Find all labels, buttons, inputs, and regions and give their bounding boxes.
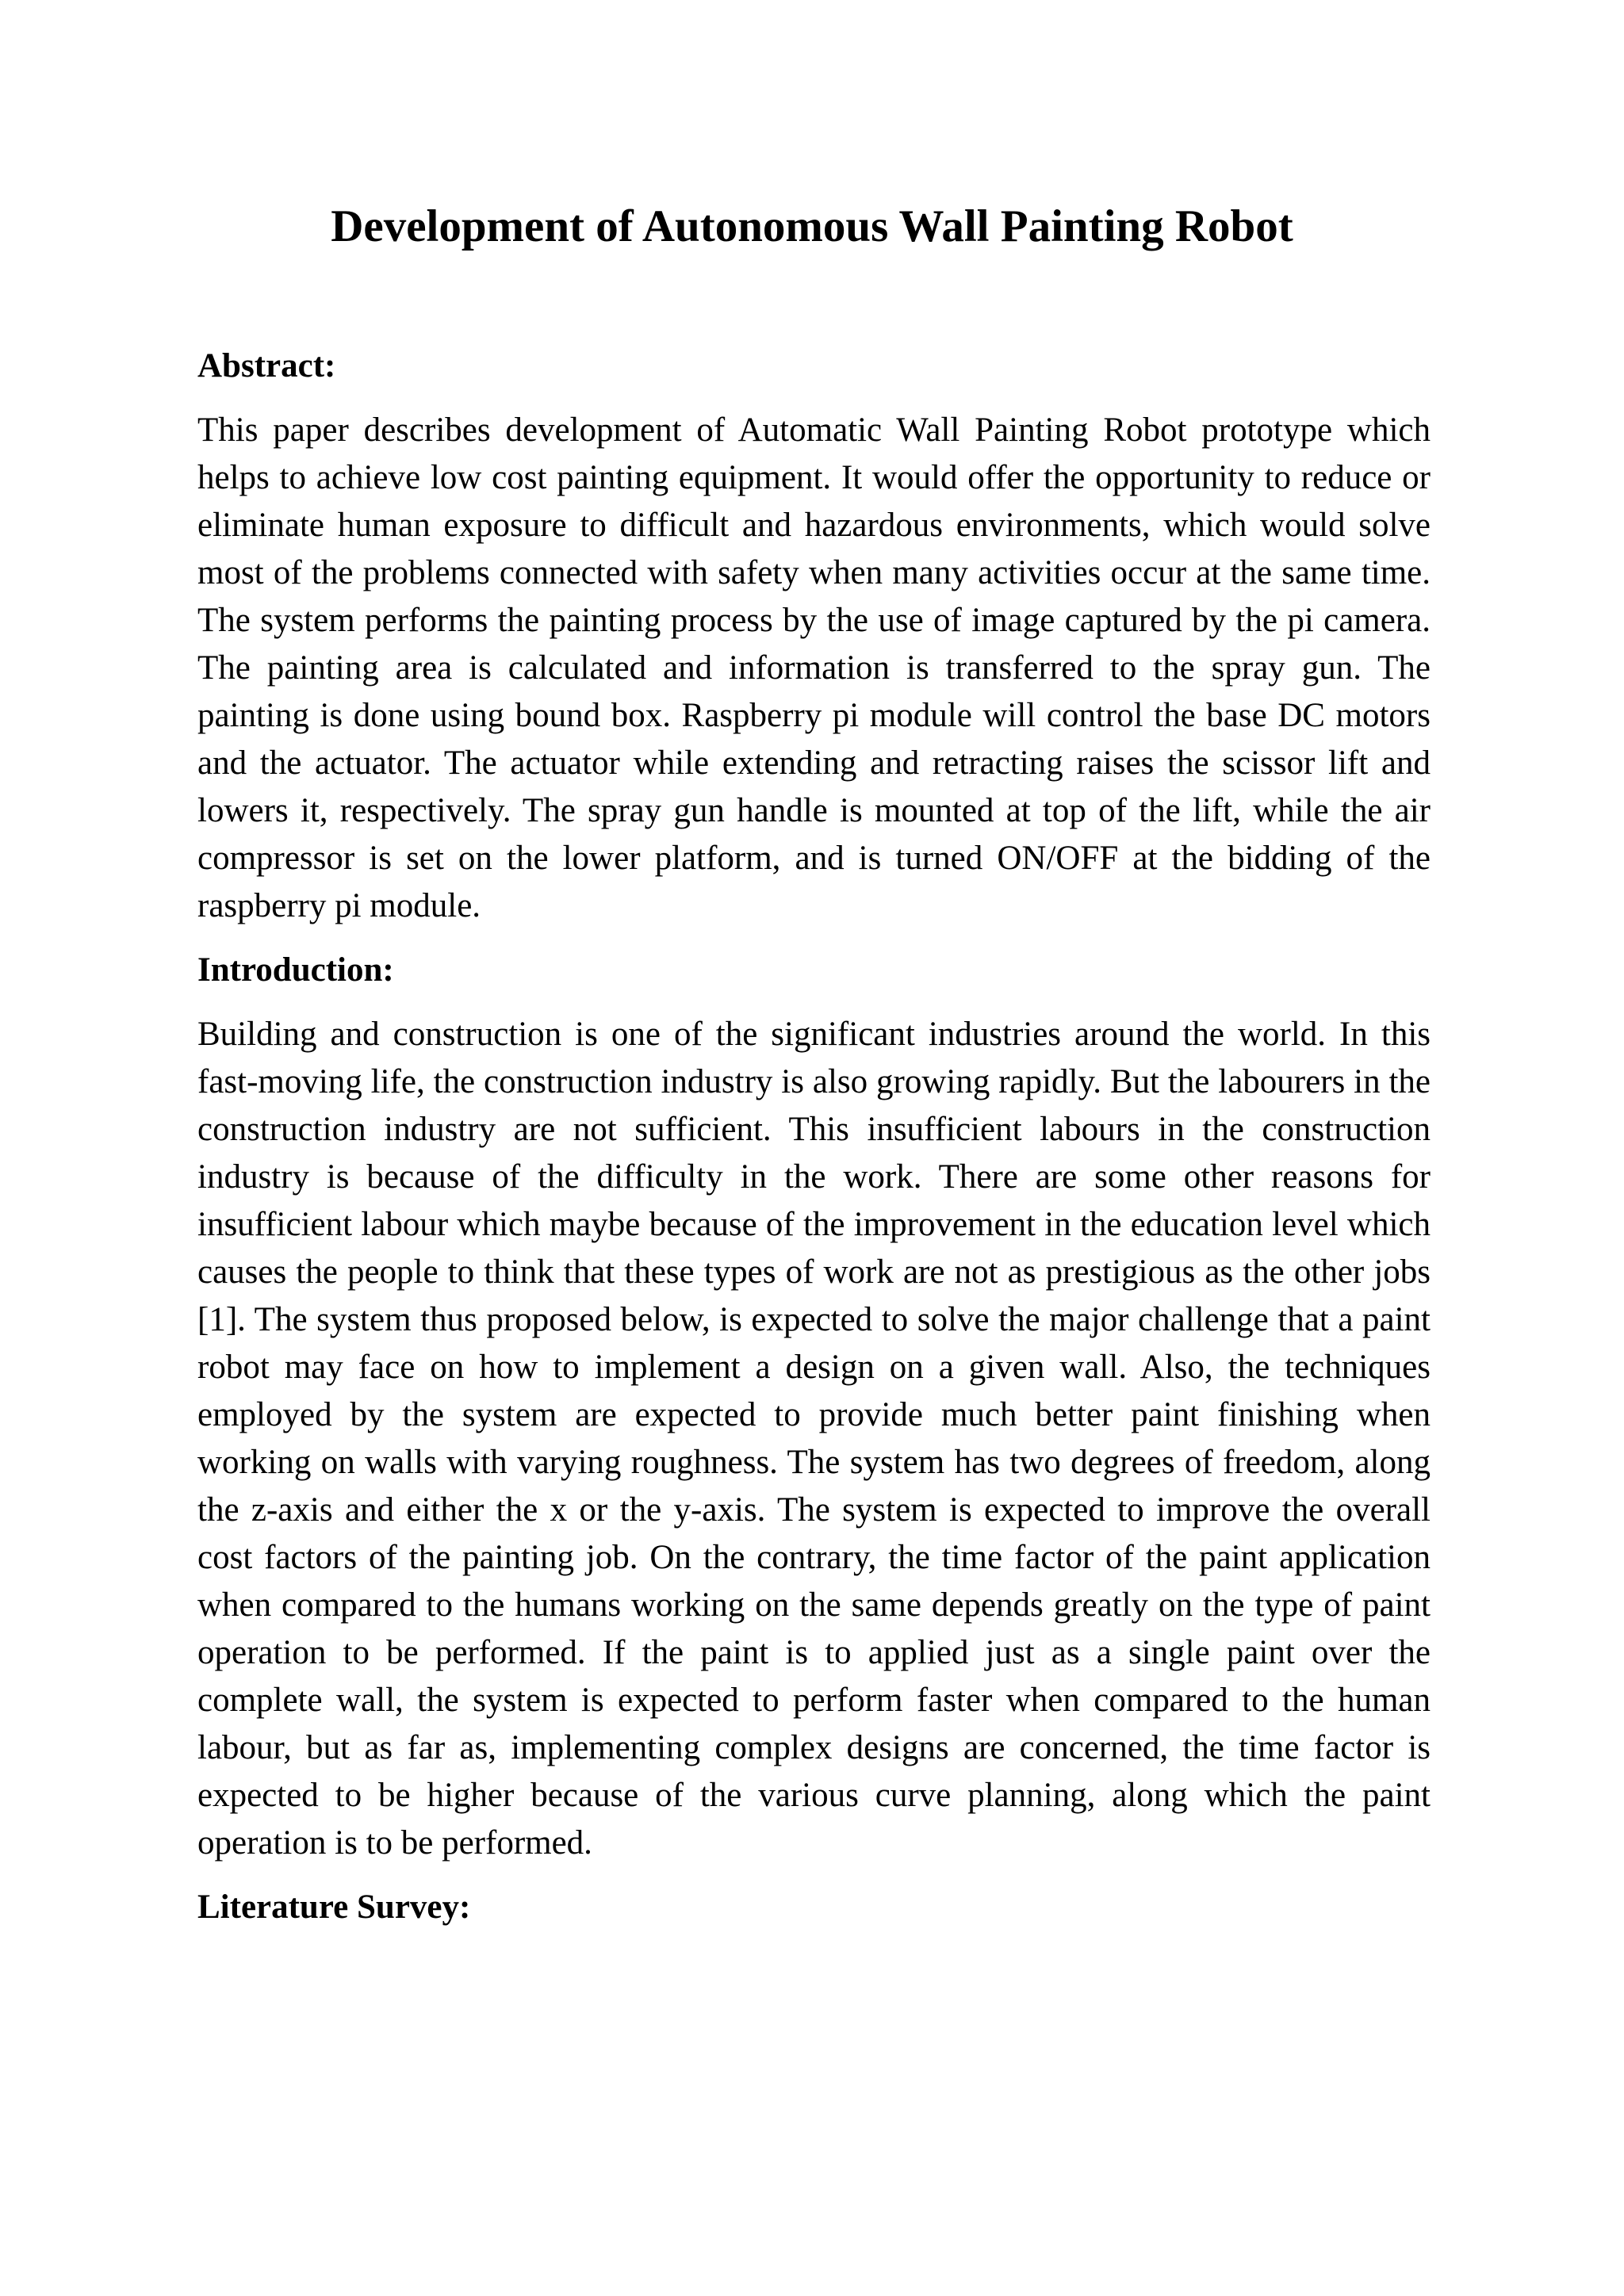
abstract-heading: Abstract: [197,347,336,385]
paper-body [197,342,1431,1931]
introduction-section [197,947,1431,1867]
abstract-section [197,342,1431,930]
literature-survey-section [197,1884,1431,1931]
introduction-paragraph: Building and construction is one of the significant industries around the world. In this fast-moving life, the construction industry is also growing rapidly. But the labourers in the construction industry are not sufficient. This insufficient labours in the construction industry is because of the difficulty in the work. There are some other reasons for insufficient labour which maybe because of the improvement in the education level which causes the people to think that these types of work are not as prestigious as the other jobs [1]. The system thus proposed below, is expected to solve the major challenge that a paint robot may face on how to implement a design on a given wall. Also, the techniques employed by the system are expected to provide much better paint finishing when working on walls with varying roughness. The system has two degrees of freedom, along the z-axis and either the x or the y-axis. The system is expected to improve the overall cost factors of the painting job. On the contrary, the time factor of the paint application when compared to the humans working on the same depends greatly on the type of paint operation to be performed. If the paint is to applied just as a single paint over the complete wall, the system is expected to perform faster when compared to the human labour, but as far as, implementing complex designs are concerned, the time factor is expected to be higher because of the various curve planning, along which the paint operation is to be performed. [197,1016,1431,1862]
paper-title: Development of Autonomous Wall Painting Robot [331,201,1293,251]
literature-survey-heading: Literature Survey: [197,1888,471,1926]
abstract-paragraph: This paper describes development of Automatic Wall Painting Robot prototype which helps to achieve low cost painting equipment. It would offer the opportunity to reduce or eliminate human exposure to difficult and hazardous environments, which would solve most of the problems connected with safety when many activities occur at the same time. The system performs the painting process by the use of image captured by the pi camera. The painting area is calculated and information is transferred to the spray gun. The painting is done using bound box. Raspberry pi module will control the base DC motors and the actuator. The actuator while extending and retracting raises the scissor lift and lowers it, respectively. The spray gun handle is mounted at top of the lift, while the air compressor is set on the lower platform, and is turned ON/OFF at the bidding of the raspberry pi module. [197,411,1431,924]
introduction-heading: Introduction: [197,951,394,989]
